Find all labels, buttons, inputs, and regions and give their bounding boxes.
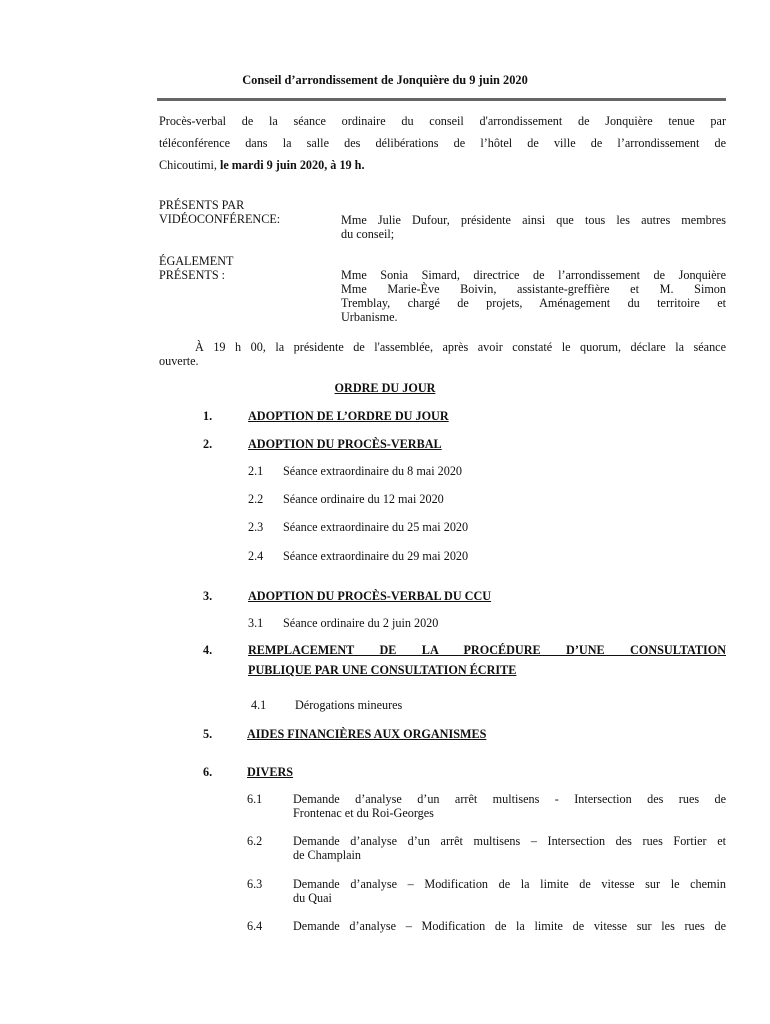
presents-label-line-1: PRÉSENTS PAR [159, 198, 245, 212]
egalement-desc-line-4: Urbanisme. [341, 310, 398, 324]
sub-6-2-line-1: Demande d’analyse d’un arrêt multisens – Intersection des rues Fortier et [293, 834, 726, 848]
intro-line-2: téléconférence dans la salle des délibérations de l’hôtel de ville de l’arrondissement de [159, 136, 726, 150]
document-title: Conseil d’arrondissement de Jonquière du 9 juin 2020 [242, 73, 528, 87]
sub-6-3-line-2: du Quai [293, 891, 332, 905]
intro-line-1: Procès-verbal de la séance ordinaire du conseil d'arrondissement de Jonquière tenue par [159, 114, 726, 128]
item-6-number: 6. [203, 765, 213, 779]
egalement-label-line-1: ÉGALEMENT [159, 254, 234, 268]
item-4-number: 4. [203, 643, 213, 657]
sub-6-2-number: 6.2 [247, 834, 263, 848]
sub-3-1-text: Séance ordinaire du 2 juin 2020 [283, 616, 439, 630]
item-1-number: 1. [203, 409, 213, 423]
sub-4-1-text: Dérogations mineures [295, 698, 403, 712]
sub-2-3-number: 2.3 [248, 520, 264, 534]
presents-label [159, 198, 280, 226]
quorum-line-2: ouverte. [159, 354, 199, 368]
item-4-title-line-2: PUBLIQUE PAR UNE CONSULTATION ÉCRITE [248, 663, 517, 677]
presents-description [341, 213, 726, 241]
item-5-title: AIDES FINANCIÈRES AUX ORGANISMES [247, 727, 487, 741]
item-4-title [248, 640, 726, 680]
egalement-description [341, 268, 726, 324]
item-5-number: 5. [203, 727, 213, 741]
presents-desc-line-1: Mme Julie Dufour, présidente ainsi que tous les autres membres [341, 213, 726, 227]
quorum-line-1: À 19 h 00, la présidente de l'assemblée, après avoir constaté le quorum, déclare la séance [195, 340, 726, 354]
sub-6-2-text [293, 834, 726, 862]
sub-2-4-number: 2.4 [248, 549, 264, 563]
egalement-label [159, 254, 233, 282]
sub-6-1-line-1: Demande d’analyse d’un arrêt multisens - Intersection des rues de [293, 792, 726, 806]
quorum-paragraph [159, 340, 726, 368]
sub-6-3-text [293, 877, 726, 905]
sub-6-4-text [293, 919, 726, 933]
sub-6-1-text [293, 792, 726, 820]
presents-label-line-2: VIDÉOCONFÉRENCE: [159, 212, 281, 226]
item-6-title: DIVERS [247, 765, 294, 779]
item-2-title: ADOPTION DU PROCÈS-VERBAL [248, 437, 442, 451]
sub-2-3-text: Séance extraordinaire du 25 mai 2020 [283, 520, 469, 534]
item-3-title: ADOPTION DU PROCÈS-VERBAL DU CCU [248, 589, 492, 603]
sub-2-4-text: Séance extraordinaire du 29 mai 2020 [283, 549, 469, 563]
agenda-title: ORDRE DU JOUR [334, 381, 436, 395]
item-2-number: 2. [203, 437, 213, 451]
sub-6-1-line-2: Frontenac et du Roi-Georges [293, 806, 434, 820]
sub-2-2-number: 2.2 [248, 492, 264, 506]
title-divider [157, 98, 726, 101]
sub-6-4-line-1: Demande d’analyse – Modification de la limite de vitesse sur les rues de [293, 919, 726, 933]
sub-2-1-number: 2.1 [248, 464, 264, 478]
item-3-number: 3. [203, 589, 213, 603]
meeting-date: le mardi 9 juin 2020, à 19 h. [219, 158, 365, 172]
egalement-desc-line-2: Mme Marie-Ève Boivin, assistante-greffière et M. Simon [341, 282, 726, 296]
sub-2-1-text: Séance extraordinaire du 8 mai 2020 [283, 464, 463, 478]
sub-3-1-number: 3.1 [248, 616, 264, 630]
sub-6-3-line-1: Demande d’analyse – Modification de la limite de vitesse sur le chemin [293, 877, 726, 891]
sub-4-1-number: 4.1 [251, 698, 267, 712]
intro-line-3-prefix: Chicoutimi, [159, 158, 220, 172]
egalement-desc-line-3: Tremblay, chargé de projets, Aménagement du territoire et [341, 296, 726, 310]
presents-desc-line-2: du conseil; [341, 227, 395, 241]
sub-6-1-number: 6.1 [247, 792, 263, 806]
intro-line-3 [159, 158, 726, 172]
sub-6-4-number: 6.4 [247, 919, 263, 933]
sub-2-2-text: Séance ordinaire du 12 mai 2020 [283, 492, 444, 506]
egalement-desc-line-1: Mme Sonia Simard, directrice de l’arrondissement de Jonquière [341, 268, 726, 282]
item-4-title-line-1: REMPLACEMENT DE LA PROCÉDURE D’UNE CONSULTATION [248, 643, 726, 657]
egalement-label-line-2: PRÉSENTS : [159, 268, 226, 282]
item-1-title: ADOPTION DE L’ORDRE DU JOUR [248, 409, 449, 423]
sub-6-3-number: 6.3 [247, 877, 263, 891]
sub-6-2-line-2: de Champlain [293, 848, 362, 862]
